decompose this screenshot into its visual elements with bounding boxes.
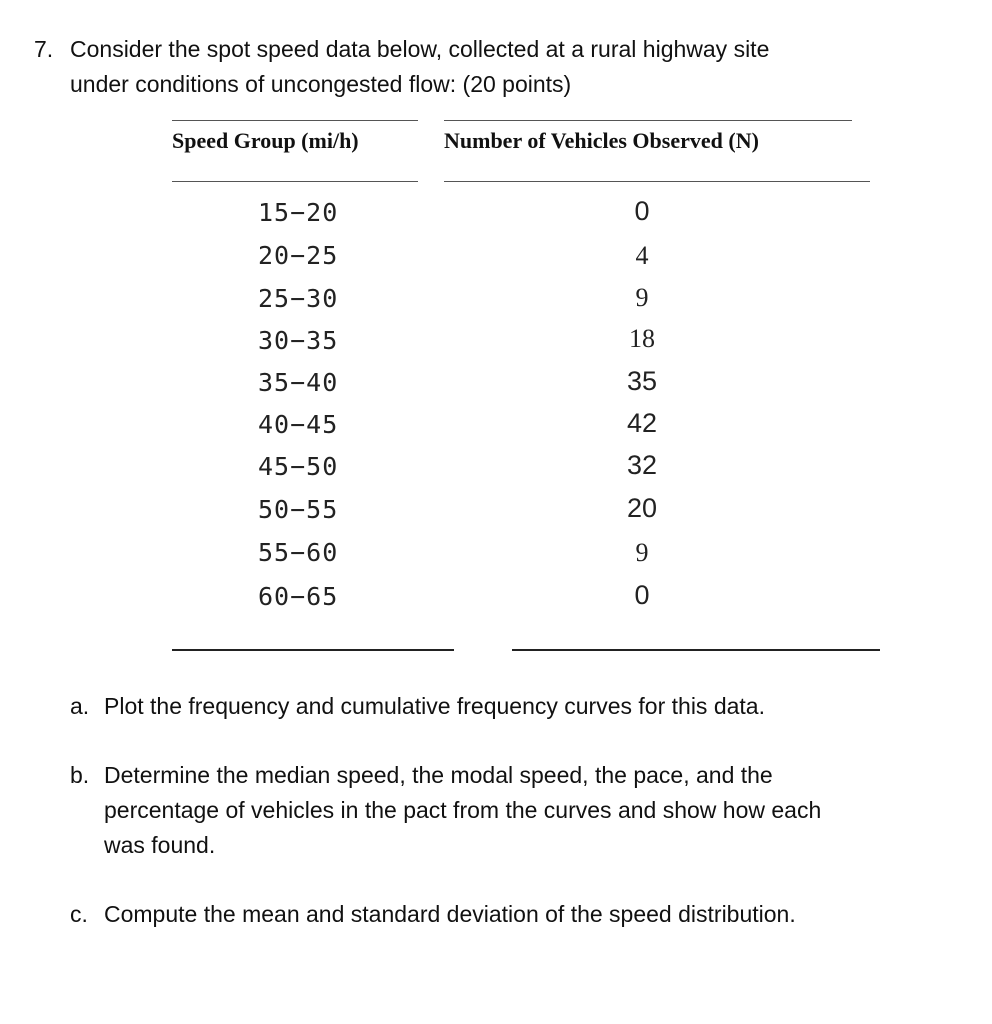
vehicle-count-cell: 42 [626, 408, 658, 438]
part-c-line [70, 897, 950, 932]
question-line-1 [34, 32, 934, 67]
table-bottom-rule-left [172, 649, 454, 651]
part-b-letter: b. [70, 762, 90, 788]
column-header-vehicles: Number of Vehicles Observed (N) [444, 128, 759, 153]
part-a-text: Plot the frequency and cumulative frequency curves for this data. [104, 693, 765, 719]
vehicle-count-cell: 9 [635, 538, 649, 567]
speed-group-cell: 25−30 [258, 284, 339, 313]
part-b-line-1 [70, 758, 950, 793]
vehicle-count-cell: 4 [635, 241, 649, 270]
part-c [70, 897, 950, 932]
part-c-letter: c. [70, 901, 88, 927]
part-b-text-1: Determine the median speed, the modal speed, the pace, and the [104, 762, 773, 788]
speed-group-cell: 30−35 [258, 326, 339, 355]
table-top-rule-right [444, 120, 852, 121]
part-b [70, 758, 950, 863]
speed-group-cell: 45−50 [258, 452, 339, 481]
vehicle-count-cell: 18 [629, 324, 655, 353]
table-bottom-rule-right [512, 649, 880, 651]
question-prompt [34, 32, 934, 102]
vehicle-count-cell: 32 [626, 450, 658, 480]
speed-group-cell: 60−65 [258, 582, 339, 611]
part-a-line [70, 689, 950, 724]
table-header-rule-left [172, 181, 418, 182]
speed-group-cell: 35−40 [258, 368, 339, 397]
part-a-letter: a. [70, 693, 90, 719]
speed-group-cell: 55−60 [258, 538, 339, 567]
speed-group-cell: 15−20 [258, 198, 339, 227]
part-b-line-2: percentage of vehicles in the pact from the curves and show how each [104, 797, 822, 823]
column-header-speed-group: Speed Group (mi/h) [172, 128, 359, 153]
vehicle-count-cell: 0 [634, 196, 650, 226]
vehicle-count-cell: 35 [626, 366, 658, 396]
question-number: 7. [34, 36, 54, 62]
vehicle-count-cell: 20 [626, 493, 658, 523]
speed-group-cell: 20−25 [258, 241, 339, 270]
part-b-line-3: was found. [104, 832, 216, 858]
vehicle-count-cell: 9 [635, 283, 649, 312]
speed-group-cell: 50−55 [258, 495, 339, 524]
vehicle-count-cell: 0 [634, 580, 650, 610]
part-a [70, 689, 950, 724]
table-header-rule-right [444, 181, 870, 182]
question-line-2: under conditions of uncongested flow: (20 points) [70, 71, 572, 97]
part-c-text: Compute the mean and standard deviation of the speed distribution. [104, 901, 796, 927]
speed-group-cell: 40−45 [258, 410, 339, 439]
question-text-1: Consider the spot speed data below, collected at a rural highway site [70, 36, 770, 62]
table-top-rule-left [172, 120, 418, 121]
